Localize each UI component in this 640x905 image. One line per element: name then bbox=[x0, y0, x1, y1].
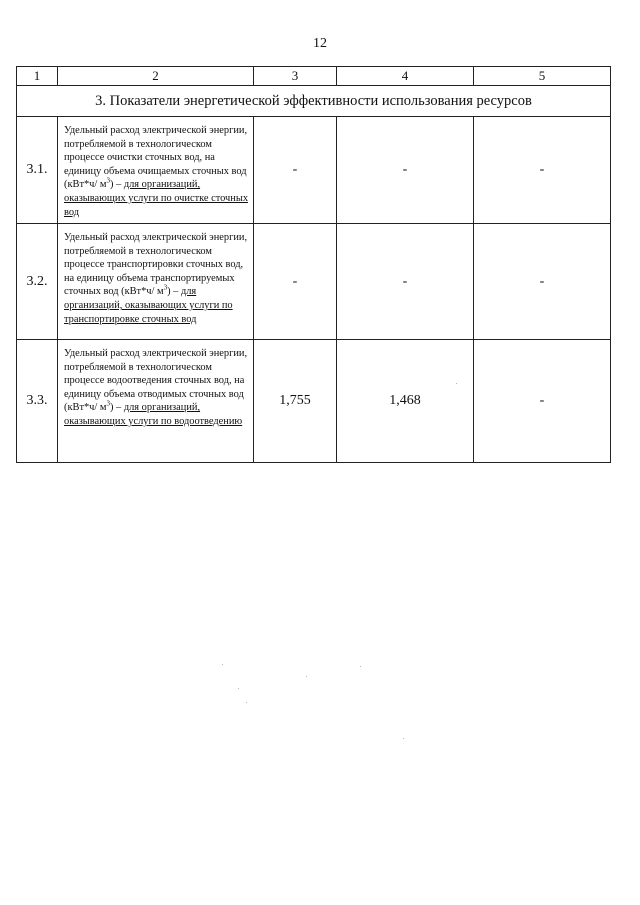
description-tail: ) bbox=[167, 286, 171, 298]
column-3-value: - bbox=[254, 117, 337, 224]
column-header-4: 4 bbox=[337, 67, 474, 86]
description-text: Удельный расход электрической энергии, потребляемой в технологическом процессе водоотведения сточных вод, на единицу объема отводимых сточных вод (кВт*ч/ м bbox=[64, 348, 248, 414]
column-3-value: 1,755 bbox=[254, 340, 337, 463]
column-5-value: - bbox=[474, 224, 611, 340]
description-tail: ) bbox=[109, 179, 114, 191]
description-superscript: 3 bbox=[163, 283, 168, 292]
description-text: Удельный расход электрической энергии, потребляемой в технологическом процессе очистки сточных вод, на единицу объема очищаемых сточных вод (кВт*ч/ м bbox=[64, 125, 248, 191]
description-superscript: 3 bbox=[106, 399, 110, 408]
description-organization-type: для организаций, оказывающих услуги по транспортировке сточных вод bbox=[64, 286, 233, 325]
description-tail: ) bbox=[109, 402, 114, 414]
description-text: Удельный расход электрической энергии, потребляемой в технологическом процессе транспортировки сточных вод, на единицу объема транспортируемых сточных вод (кВт*ч/ м bbox=[64, 232, 248, 298]
column-5-value: - bbox=[474, 340, 611, 463]
column-4-value: - bbox=[337, 117, 474, 224]
table-row bbox=[17, 117, 611, 224]
column-4-value: - bbox=[337, 224, 474, 340]
indicators-table bbox=[16, 66, 611, 463]
page-number: 12 bbox=[313, 36, 327, 51]
row-number: 3.3. bbox=[17, 340, 58, 463]
description-organization-type: для организаций, оказывающих услуги по очистке сточных вод bbox=[64, 179, 249, 218]
description-dash: – bbox=[113, 402, 124, 414]
column-header-2: 2 bbox=[58, 67, 254, 86]
description-organization-type: для организаций, оказывающих услуги по водоотведению bbox=[64, 402, 243, 427]
indicator-description bbox=[58, 340, 254, 463]
description-dash: – bbox=[170, 286, 181, 298]
row-number: 3.1. bbox=[17, 117, 58, 224]
column-3-value: - bbox=[254, 224, 337, 340]
column-header-row bbox=[17, 67, 611, 86]
column-header-1: 1 bbox=[17, 67, 58, 86]
indicator-description bbox=[58, 117, 254, 224]
column-5-value: - bbox=[474, 117, 611, 224]
section-title: 3. Показатели энергетической эффективности использования ресурсов bbox=[17, 86, 611, 117]
column-4-value: 1,468 bbox=[337, 340, 474, 463]
column-header-3: 3 bbox=[254, 67, 337, 86]
column-header-5: 5 bbox=[474, 67, 611, 86]
description-superscript: 3 bbox=[106, 176, 110, 185]
table-row bbox=[17, 224, 611, 340]
row-number: 3.2. bbox=[17, 224, 58, 340]
description-dash: – bbox=[113, 179, 124, 191]
section-title-row bbox=[17, 86, 611, 117]
indicator-description bbox=[58, 224, 254, 340]
table-row bbox=[17, 340, 611, 463]
